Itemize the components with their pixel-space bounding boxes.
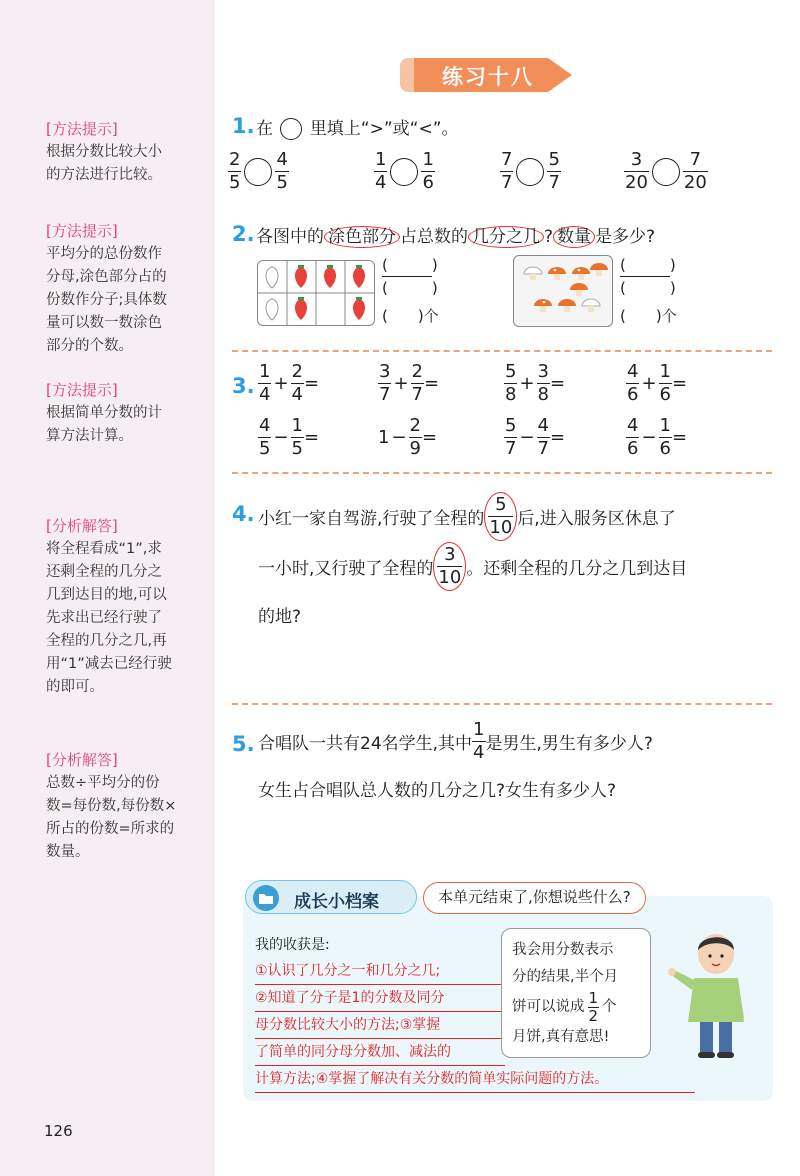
q4-fraction-circled: $\frac{5}{10}$ (484, 492, 517, 541)
q4-text: 小红一家自驾游,行驶了全程的 (258, 509, 485, 529)
q2-keyword-circled: 涂色部分 (324, 226, 400, 248)
strawberry-answer (382, 256, 439, 326)
q2-text: 占总数的 (400, 227, 468, 247)
q3-expression-8: $\frac{4}{6}$ − $\frac{1}{6}$ = (627, 415, 688, 459)
compare-circle-input[interactable] (516, 158, 544, 186)
tip-heading: [分析解答] (46, 751, 118, 769)
analysis-tip-4 (46, 514, 211, 699)
question-4-line-1 (258, 492, 676, 541)
q2-keyword-circled: 数量 (553, 226, 595, 248)
paren: ) (431, 256, 438, 274)
harvest-line: 母分数比较大小的方法;③掌握 (255, 1012, 505, 1039)
tip-line: 几到达目的地,可以 (46, 587, 167, 603)
fraction: $\frac{1}{4}$ (473, 719, 485, 763)
tip-line: 算方法计算。 (46, 428, 133, 444)
q2-text: 是多少? (595, 227, 656, 247)
page-title: 练习十八 (442, 65, 534, 89)
tip-line: 部分的个数。 (46, 338, 133, 354)
q5-text: 合唱队一共有24名学生,其中 (258, 734, 473, 754)
mushroom-picture (513, 255, 613, 327)
q5-text: 是男生,男生有多少人? (485, 734, 653, 754)
analysis-tip-5 (46, 748, 211, 864)
compare-circle-input[interactable] (244, 158, 272, 186)
fraction: $\frac{7}{7}$ (501, 149, 513, 193)
strawberry-picture (257, 260, 375, 326)
speech-bubble (501, 928, 651, 1058)
bubble-line: 饼可以说成 $\frac{1}{2}$ 个 (512, 989, 617, 1025)
tip-line: 的方法进行比较。 (46, 167, 162, 183)
q3-expression-3: $\frac{5}{8}$ + $\frac{3}{8}$ = (505, 361, 566, 405)
q2-keyword-circled: 几分之几 (468, 226, 544, 248)
fraction: $\frac{4}{5}$ (276, 149, 288, 193)
q1-compare-2 (374, 150, 435, 193)
q1-compare-1 (228, 150, 289, 193)
unit-label: )个 (655, 307, 677, 325)
q1-text-after: 里填上“>”或“<”。 (309, 119, 459, 139)
method-tip-2 (46, 219, 211, 358)
question-5-line-2: 女生占合唱队总人数的几分之几?女生有多少人? (258, 781, 617, 801)
q3-expression-1: $\frac{1}{4}$ + $\frac{2}{4}$ = (259, 361, 320, 405)
harvest-line: ①认识了几分之一和几分之几; (255, 958, 505, 985)
question-4-line-2 (258, 542, 687, 591)
question-1-text (256, 114, 459, 140)
boy-illustration-icon (668, 928, 758, 1060)
tip-heading: [方法提示] (46, 381, 118, 399)
fraction: $\frac{3}{20}$ (625, 149, 648, 193)
paren: ) (431, 279, 438, 297)
question-4-line-3: 的地? (258, 607, 302, 627)
question-1-number: 1. (232, 114, 255, 138)
tip-line: 所占的份数=所求的 (46, 821, 175, 837)
question-5-number: 5. (232, 732, 255, 756)
harvest-line: 了简单的同分母分数加、减法的 (255, 1039, 505, 1066)
paren: ( (382, 307, 388, 325)
tip-heading: [分析解答] (46, 517, 118, 535)
q4-text: 一小时,又行驶了全程的 (258, 559, 434, 579)
unit-label: )个 (417, 307, 439, 325)
q3-expression-5: $\frac{4}{5}$ − $\frac{1}{5}$ = (259, 415, 320, 459)
bubble-line: 月饼,真有意思! (512, 1029, 610, 1045)
fraction: $\frac{1}{6}$ (422, 149, 434, 193)
bubble-line: 我会用分数表示 (512, 942, 614, 958)
fraction: $\frac{7}{20}$ (683, 149, 707, 193)
tip-heading: [方法提示] (46, 222, 118, 240)
dashed-divider (232, 472, 772, 474)
q3-expression-4: $\frac{4}{6}$ + $\frac{1}{6}$ = (627, 361, 688, 405)
question-4-number: 4. (232, 502, 255, 526)
tip-line: 用“1”减去已经行驶 (46, 656, 172, 672)
harvest-line: 计算方法;④掌握了解决有关分数的简单实际问题的方法。 (255, 1066, 695, 1093)
mushroom-group-icon (514, 256, 612, 326)
compare-circle-input[interactable] (390, 158, 418, 186)
mushroom-answer (620, 256, 677, 326)
compare-circle-input[interactable] (652, 158, 680, 186)
tip-line: 平均分的总份数作 (46, 246, 162, 262)
paren: ) (669, 279, 676, 297)
sidebar (0, 0, 215, 1176)
q2-text: 各图中的 (256, 227, 324, 247)
q3-expression-6: 1 − $\frac{2}{9}$ = (378, 415, 438, 459)
tip-line: 将全程看成“1”,求 (46, 541, 162, 557)
fraction: $\frac{2}{5}$ (229, 149, 241, 193)
harvest-label: 我的收获是: (255, 937, 330, 953)
method-tip-1 (46, 117, 211, 187)
tip-line: 总数÷平均分的份 (46, 775, 160, 791)
fraction-bar (620, 276, 670, 277)
tip-line: 先求出已经行驶了 (46, 610, 162, 626)
paren: ( (382, 279, 388, 297)
tip-line: 份数作分子;具体数 (46, 292, 167, 308)
paren: ) (669, 256, 676, 274)
paren: ( (620, 279, 626, 297)
bubble-line: 分的结果,半个月 (512, 969, 619, 985)
harvest-line: ②知道了分子是1的分数及同分 (255, 985, 505, 1012)
dashed-divider (232, 703, 772, 705)
growth-question-bubble: 本单元结束了,你想说些什么? (423, 882, 646, 914)
growth-file-section (243, 880, 773, 1100)
dashed-divider (232, 350, 772, 352)
tip-line: 还剩全程的几分之 (46, 564, 162, 580)
fraction: $\frac{1}{2}$ (588, 989, 599, 1025)
q4-text: 。还剩全程的几分之几到达目 (466, 559, 688, 579)
blank-circle-icon (280, 118, 302, 140)
paren: ( (620, 307, 626, 325)
growth-title: 成长小档案 (294, 892, 379, 912)
tip-line: 数量。 (46, 844, 90, 860)
q1-compare-3 (500, 150, 561, 193)
question-3-number: 3. (232, 374, 255, 398)
fraction-bar (382, 276, 432, 277)
tip-line: 全程的几分之几,再 (46, 633, 167, 649)
question-2-text (256, 222, 655, 247)
tip-line: 分母,涂色部分占的 (46, 269, 167, 285)
paren: ( (382, 256, 388, 274)
fraction: $\frac{5}{7}$ (548, 149, 560, 193)
method-tip-3 (46, 378, 211, 448)
tip-heading: [方法提示] (46, 120, 118, 138)
question-2-number: 2. (232, 222, 255, 246)
q4-fraction-circled: $\frac{3}{10}$ (433, 542, 466, 591)
fraction: $\frac{1}{4}$ (375, 149, 387, 193)
page-number: 126 (44, 1122, 73, 1140)
tip-line: 根据简单分数的计 (46, 405, 162, 421)
q1-text-before: 在 (256, 119, 273, 139)
q3-expression-2: $\frac{3}{7}$ + $\frac{2}{7}$ = (379, 361, 440, 405)
question-5-line-1 (258, 720, 653, 763)
strawberry-grid-icon (258, 261, 374, 325)
folder-icon (252, 884, 280, 912)
q2-text: ? (544, 227, 554, 247)
tip-line: 量可以数一数涂色 (46, 315, 162, 331)
q4-text: 后,进入服务区休息了 (517, 509, 676, 529)
paren: ( (620, 256, 626, 274)
growth-tab (245, 880, 417, 914)
tip-line: 的即可。 (46, 679, 104, 695)
tip-line: 根据分数比较大小 (46, 144, 162, 160)
q3-expression-7: $\frac{5}{7}$ − $\frac{4}{7}$ = (505, 415, 566, 459)
tip-line: 数=每份数,每份数× (46, 798, 177, 814)
q1-compare-4 (624, 150, 708, 193)
